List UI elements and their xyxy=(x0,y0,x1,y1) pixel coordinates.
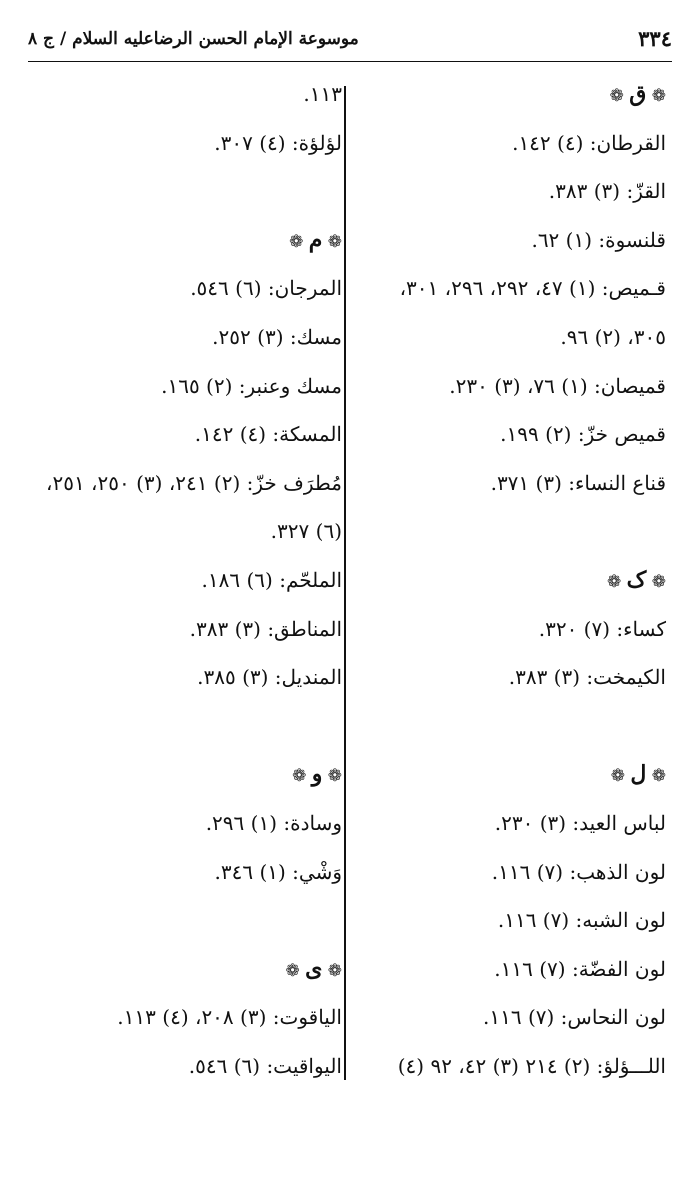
ornament-icon: ❁ xyxy=(610,766,631,787)
page-header xyxy=(28,22,672,62)
column-divider xyxy=(344,86,346,1080)
index-entry: (٦) ٣٢٧. xyxy=(270,519,342,544)
page-number: ٣٣٤ xyxy=(638,26,672,51)
ornament-icon: ❁ xyxy=(646,86,666,106)
ornament-icon: ❁ xyxy=(322,231,342,252)
index-entry: قناع النساء: (٣) ٣٧١. xyxy=(490,470,666,495)
index-entry: مسك: (٣) ٢٥٢. xyxy=(212,325,342,349)
letter-heading xyxy=(285,945,342,993)
index-entry: قلنسوة: (١) ٦٢. xyxy=(531,227,666,252)
ornament-icon: ❁ xyxy=(322,960,342,981)
index-entry: وَشْي: (١) ٣٤٦. xyxy=(214,859,342,884)
index-entry: الملحّم: (٦) ١٨٦. xyxy=(201,568,342,592)
index-entry: المناطق: (٣) ٣٨٣. xyxy=(189,616,342,641)
index-entry: لون النحاس: (٧) ١١٦. xyxy=(483,1005,666,1030)
index-entry: لون الفضّة: (٧) ١١٦. xyxy=(494,956,666,981)
letter-heading xyxy=(607,556,666,604)
ornament-icon: ❁ xyxy=(289,231,309,252)
ornament-icon: ❁ xyxy=(285,960,306,981)
index-entry: قميص خزّ: (٢) ١٩٩. xyxy=(500,422,666,447)
letter-heading xyxy=(611,750,666,798)
index-entry: مسك وعنبر: (٢) ١٦٥. xyxy=(161,373,342,398)
letter-heading xyxy=(292,750,342,798)
ornament-icon: ❁ xyxy=(646,572,666,592)
index-entry: القزّ: (٣) ٣٨٣. xyxy=(548,179,666,204)
ornament-icon: ❁ xyxy=(609,86,630,106)
index-entry: لون الشبه: (٧) ١١٦. xyxy=(497,908,666,933)
index-entry: الكيمخت: (٣) ٣٨٣. xyxy=(508,665,666,690)
index-entry: المنديل: (٣) ٣٨٥. xyxy=(197,665,342,690)
index-entry: لباس العيد: (٣) ٢٣٠. xyxy=(494,811,666,835)
index-entry: اللـــؤلؤ: (٢) ٢١٤ (٣) ٤٢، ٩٢ (٤) xyxy=(397,1054,666,1078)
index-entry: لؤلؤة: (٤) ٣٠٧. xyxy=(214,130,342,155)
index-entry: قـميص: (١) ٤٧، ٢٩٢، ٢٩٦، ٣٠١، xyxy=(399,276,666,301)
index-entry: مُطرَف خزّ: (٢) ٢٤١، (٣) ٢٥٠، ٢٥١، xyxy=(46,470,342,495)
ornament-icon: ❁ xyxy=(606,572,627,592)
letter-label: ق xyxy=(629,81,647,107)
index-entry: القرطان: (٤) ١٤٢. xyxy=(512,130,666,155)
letter-heading xyxy=(610,70,666,118)
index-entry: الياقوت: (٣) ٢٠٨، (٤) ١١٣. xyxy=(117,1005,342,1030)
letter-label: و xyxy=(311,761,323,788)
index-entry: قميصان: (١) ٧٦، (٣) ٢٣٠. xyxy=(449,373,666,398)
letter-label: ل xyxy=(630,761,647,788)
index-entry: كساء: (٧) ٣٢٠. xyxy=(538,616,666,641)
index-entry: وسادة: (١) ٢٩٦. xyxy=(205,811,342,835)
index-entry: لون الذهب: (٧) ١١٦. xyxy=(491,859,666,884)
ornament-icon: ❁ xyxy=(292,766,312,787)
letter-label: ى xyxy=(305,955,323,982)
letter-label: ک xyxy=(626,567,647,593)
index-entry: المسكة: (٤) ١٤٢. xyxy=(194,422,342,447)
index-entry: المرجان: (٦) ٥٤٦. xyxy=(190,276,342,301)
index-entry: ٣٠٥، (٢) ٩٦. xyxy=(560,325,666,349)
running-title: موسوعة الإمام الحسن الرضاعليه السلام / ج ٨ xyxy=(28,28,359,49)
ornament-icon: ❁ xyxy=(322,766,342,787)
index-entry: اليواقيت: (٦) ٥٤٦. xyxy=(188,1054,342,1078)
letter-label: م xyxy=(308,226,323,253)
index-entry: ١١٣. xyxy=(303,82,342,106)
letter-heading xyxy=(289,216,342,264)
ornament-icon: ❁ xyxy=(646,766,666,787)
